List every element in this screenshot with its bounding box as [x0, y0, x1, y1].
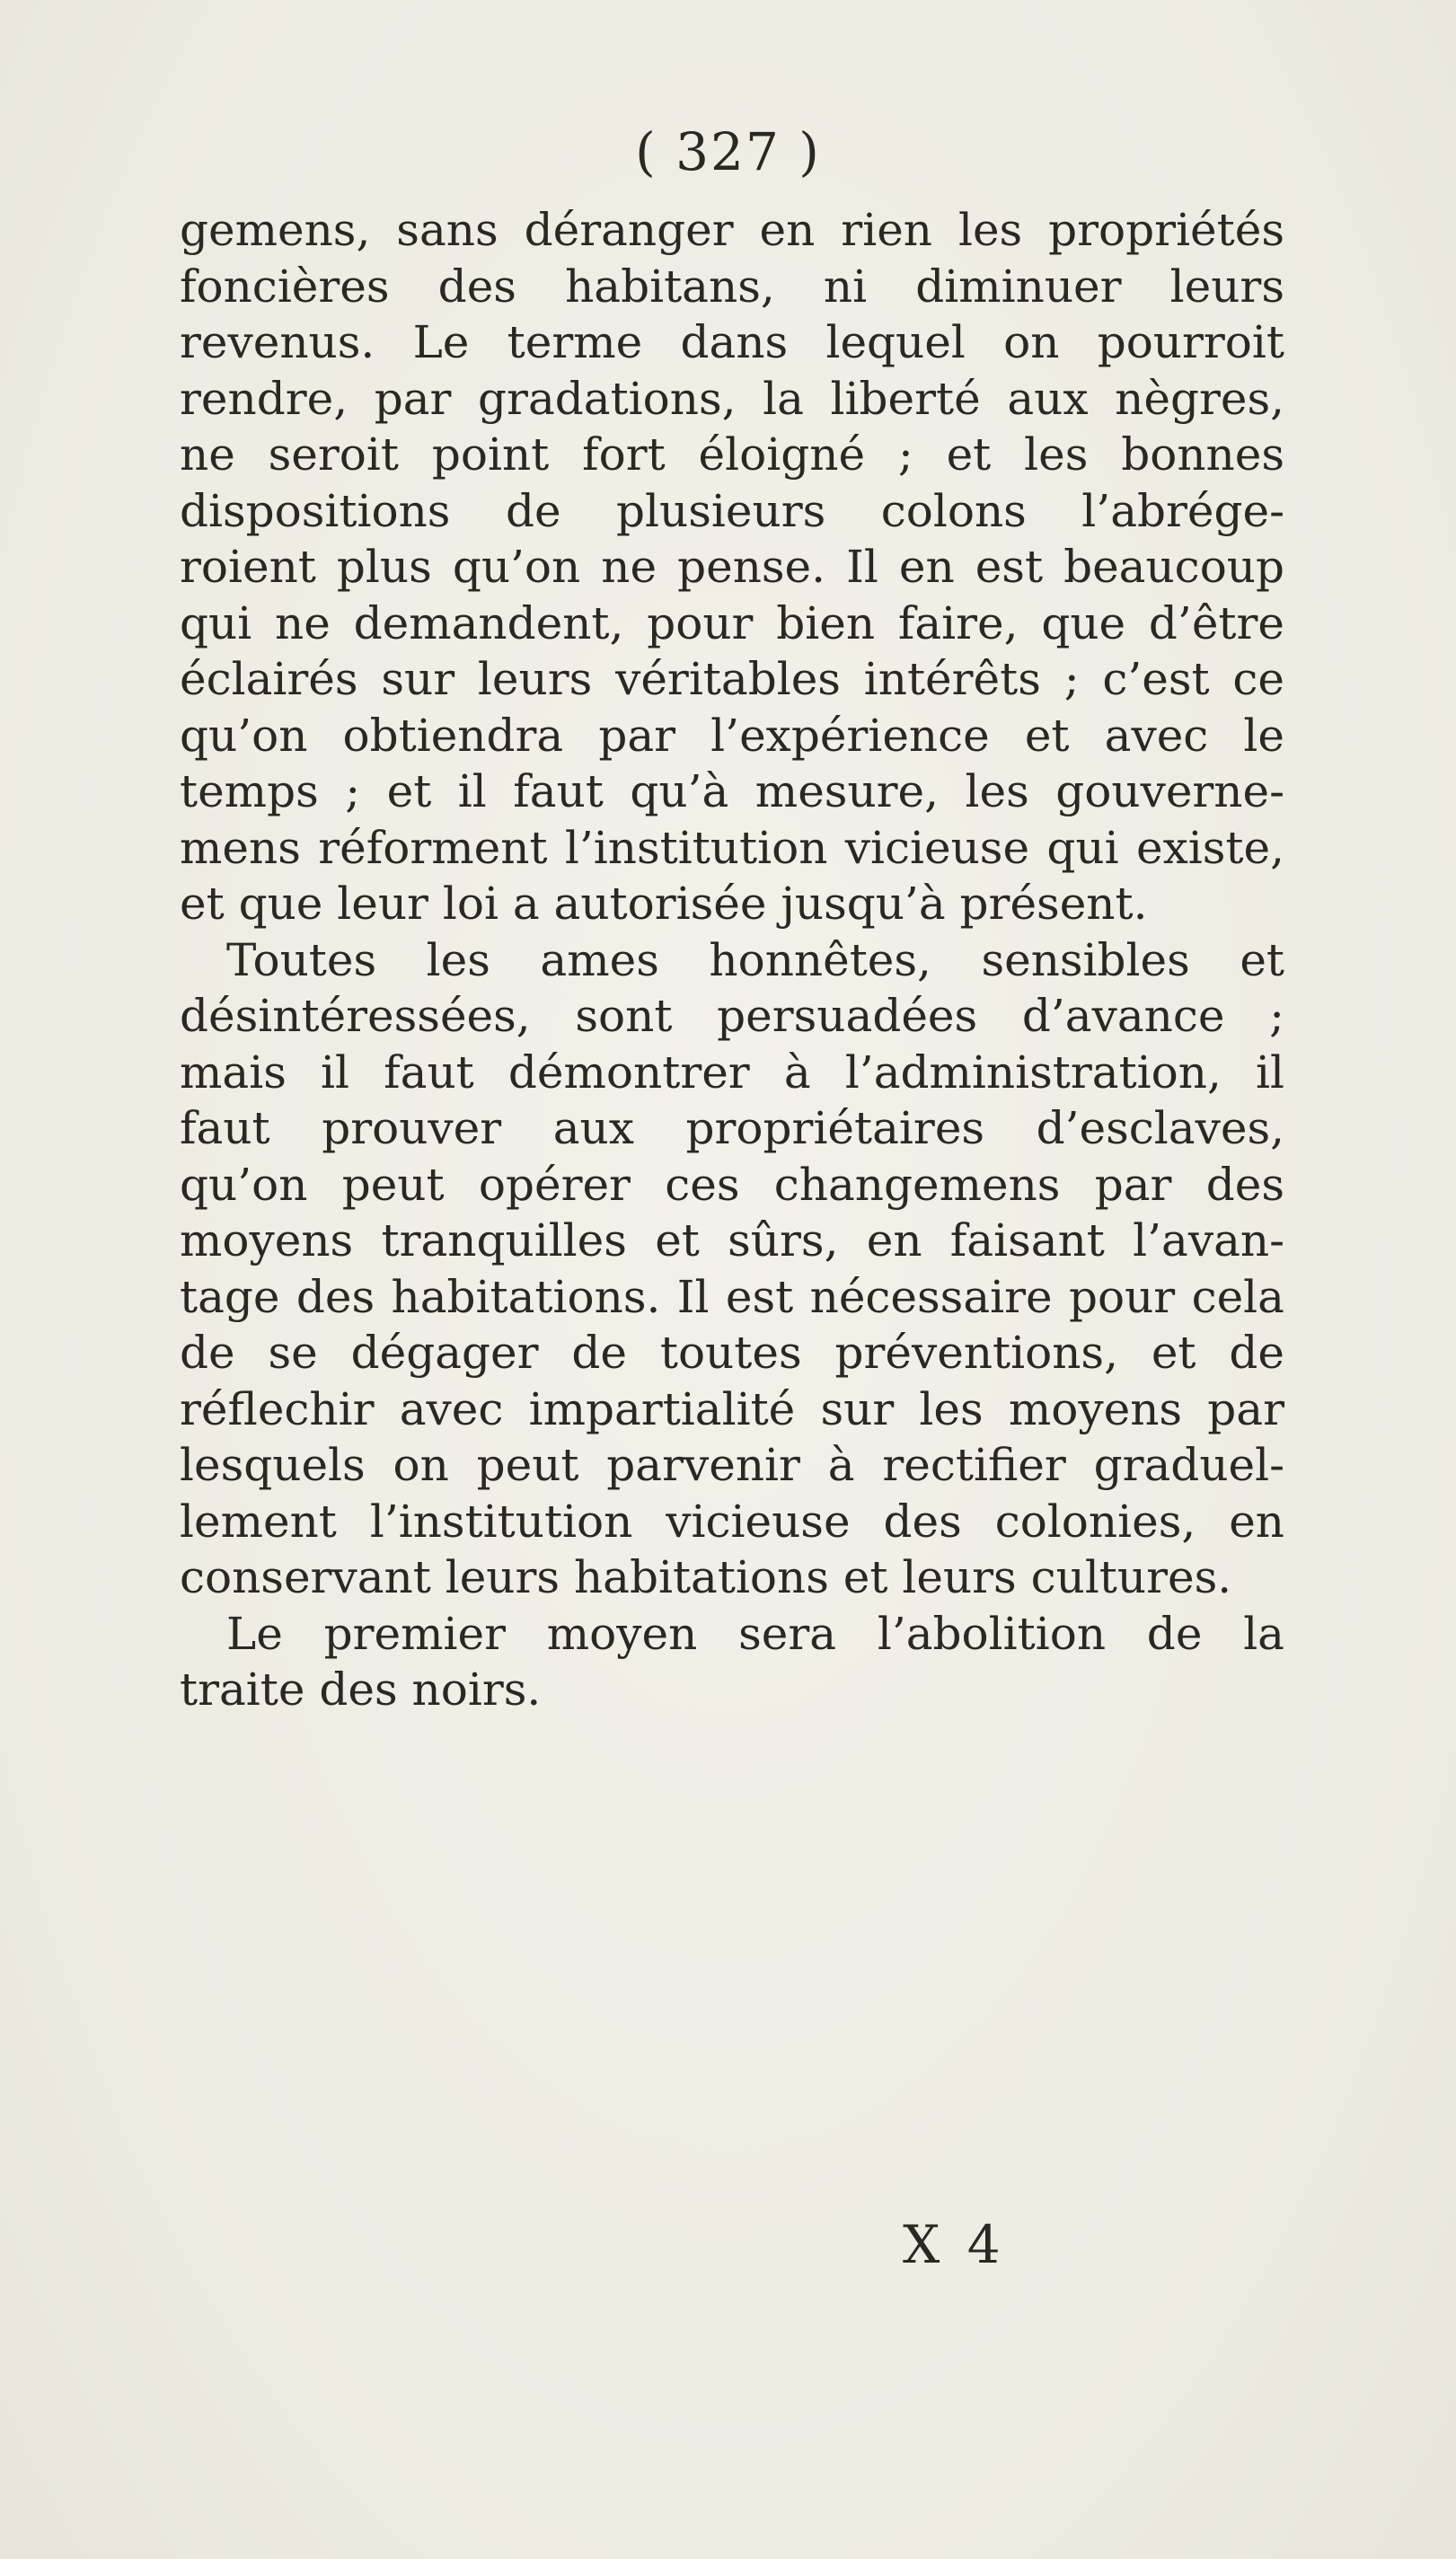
text-line: traite des noirs.: [180, 1663, 542, 1716]
text-line: et que leur loi a autorisée jusqu’à présent.: [180, 878, 1148, 930]
text-line: qui ne demandent, pour bien faire, que d’être: [180, 596, 1284, 649]
text-line: mais il faut démontrer à l’administration, il: [180, 1046, 1284, 1099]
text-line: roient plus qu’on ne pense. Il en est beaucoup: [180, 541, 1284, 593]
text-line: ne seroit point fort éloigné ; et les bonnes: [180, 428, 1284, 481]
text-line: Toutes les ames honnêtes, sensibles et: [226, 933, 1284, 986]
text-line: conservant leurs habitations et leurs cultures.: [180, 1551, 1232, 1603]
text-line: revenus. Le terme dans lequel on pourroit: [180, 316, 1284, 368]
text-line: réflechir avec impartialité sur les moyens par: [180, 1382, 1284, 1435]
text-line: désintéressées, sont persuadées d’avance ;: [180, 990, 1284, 1042]
text-line: éclairés sur leurs véritables intérêts ; c’est ce: [180, 653, 1284, 705]
text-line: lesquels on peut parvenir à rectifier graduel-: [180, 1439, 1284, 1491]
text-line: rendre, par gradations, la liberté aux nègres,: [180, 372, 1284, 425]
text-line: lement l’institution vicieuse des colonies, en: [180, 1495, 1284, 1548]
text-line: qu’on obtiendra par l’expérience et avec le: [180, 709, 1284, 762]
text-line: Le premier moyen sera l’abolition de la: [226, 1607, 1284, 1660]
text-line: de se dégager de toutes préventions, et de: [180, 1327, 1284, 1379]
text-line: qu’on peut opérer ces changemens par des: [180, 1158, 1284, 1211]
text-line: temps ; et il faut qu’à mesure, les gouverne-: [180, 765, 1284, 817]
text-line: moyens tranquilles et sûrs, en faisant l’avan-: [180, 1214, 1284, 1266]
text-line: tage des habitations. Il est nécessaire pour cela: [180, 1270, 1284, 1323]
signature-mark: X 4: [903, 2214, 1006, 2275]
text-line: gemens, sans déranger en rien les propriétés: [180, 204, 1284, 256]
text-line: foncières des habitans, ni diminuer leurs: [180, 260, 1284, 313]
text-line: dispositions de plusieurs colons l’abrége-: [180, 484, 1284, 537]
page-number: ( 327 ): [635, 121, 821, 182]
text-line: faut prouver aux propriétaires d’esclaves,: [180, 1102, 1284, 1154]
text-line: mens réforment l’institution vicieuse qui existe,: [180, 821, 1284, 874]
body-text: [180, 202, 1284, 1718]
